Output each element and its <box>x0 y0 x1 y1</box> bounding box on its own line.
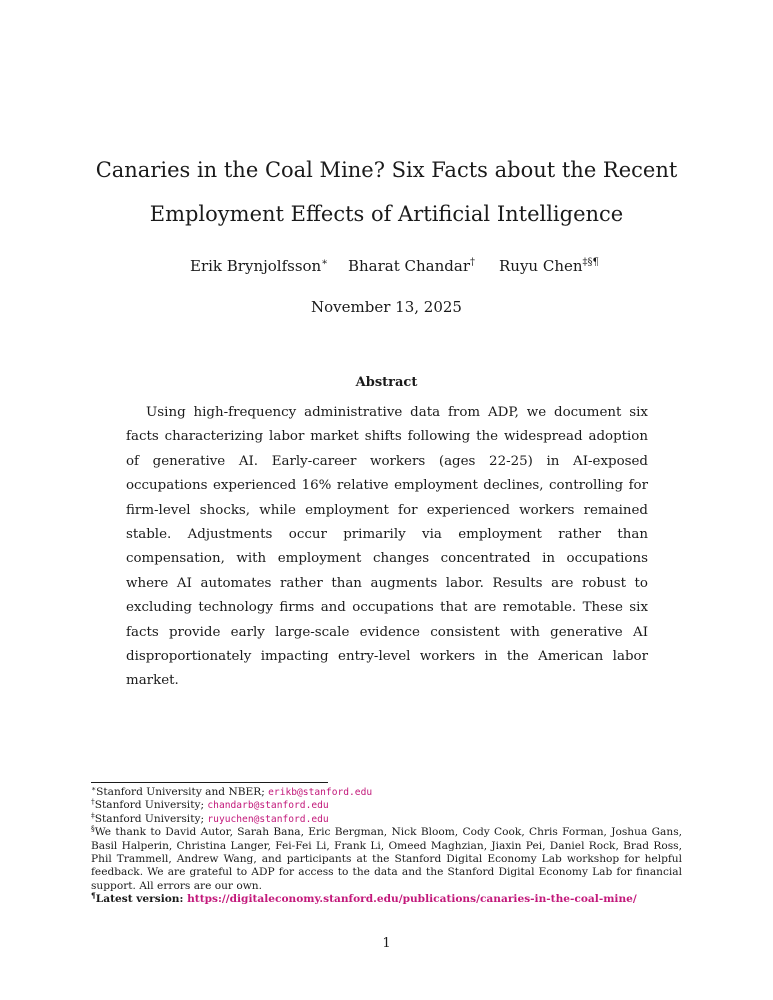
abstract-body <box>126 401 648 694</box>
author-chandar <box>348 257 475 275</box>
footnote-mark: ∗ <box>91 784 97 793</box>
footnote-latest-version <box>91 893 682 906</box>
author-footnote-mark: † <box>470 257 475 268</box>
email-link-chandar[interactable]: chandarb@stanford.edu <box>207 800 329 812</box>
email-link-chen[interactable]: ruyuchen@stanford.edu <box>207 813 329 825</box>
author-brynjolfsson <box>190 257 328 275</box>
paper-title-line-2: Employment Effects of Artificial Intelligence <box>149 202 624 226</box>
footnote-mark: † <box>91 797 95 807</box>
email-link-brynjolfsson[interactable]: erikb@stanford.edu <box>268 787 373 798</box>
publication-date: November 13, 2025 <box>311 298 462 316</box>
author-footnote-mark: ‡§¶ <box>582 257 599 268</box>
footnote-acknowledgements <box>91 826 682 893</box>
footnote-divider <box>91 782 328 783</box>
paper-title-line-1: Canaries in the Coal Mine? Six Facts about the Recent <box>95 158 678 182</box>
footnote-text: Stanford University; <box>94 812 208 825</box>
abstract-text: Using high-frequency administrative data from ADP, we document six facts characterizing labor market shifts following the widespread adoption of generative AI. Early-career workers (ages 22-25) in AI-exposed occupations experienced 16% relative employment declines, controlling for firm-level shocks, while employment for experienced workers remained stable. Adjustments occur primarily via employment rather than compensation, with employment changes concentrated in occupations where AI automates rather than augments labor. Results are robust to excluding technology firms and occupations that are remotable. These six facts provide early large-scale evidence consistent with generative AI disproportionately impacting entry-level workers in the American labor market. <box>126 405 648 689</box>
footnote-1 <box>91 786 682 799</box>
author-name: Ruyu Chen <box>499 257 583 275</box>
footnote-mark: ‡ <box>91 810 95 820</box>
abstract-heading: Abstract <box>355 375 418 390</box>
author-footnote-mark: ∗ <box>321 257 329 268</box>
page-number: 1 <box>382 936 391 951</box>
author-name: Erik Brynjolfsson <box>190 257 322 275</box>
footnote-mark: ¶ <box>91 891 96 901</box>
footnotes <box>91 786 682 907</box>
footnote-mark: § <box>91 824 95 834</box>
footnote-text: Stanford University and NBER; <box>96 786 269 798</box>
footnote-text: We thank to David Autor, Sarah Bana, Eric Bergman, Nick Bloom, Cody Cook, Chris Forman, Joshua Gans, Basil Halperin, Christina Langer, Fei-Fei Li, Frank Li, Omeed Maghzian, Jiaxin Pei, Daniel Rock, Brad Ross, Phil Trammell, Andrew Wang, and participants at the Stanford Digital Economy Lab workshop for helpful feedback. We are grateful to ADP for access to the data and the Stanford Digital Economy Lab for financial support. All errors are our own. <box>91 826 682 892</box>
footnote-2 <box>91 799 682 812</box>
author-chen <box>499 257 599 275</box>
author-name: Bharat Chandar <box>348 257 470 275</box>
latest-version-label: Latest version: <box>95 893 188 906</box>
footnote-3 <box>91 810 682 826</box>
footnote-text: Stanford University; <box>94 799 208 812</box>
latest-version-link[interactable]: https://digitaleconomy.stanford.edu/publications/canaries-in-the-coal-mine/ <box>187 893 637 906</box>
